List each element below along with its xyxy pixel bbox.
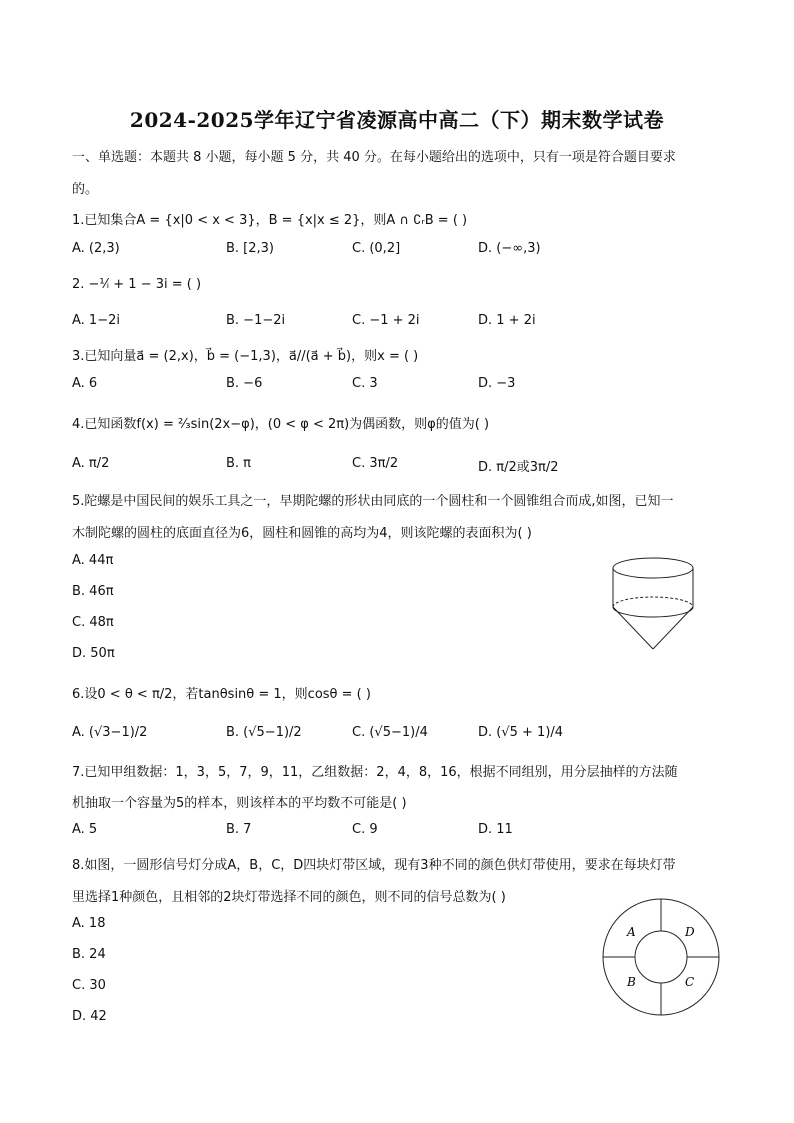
q5-option-d: D. 50π [72, 646, 115, 661]
question-8-stem-line2: 里选择1种颜色，且相邻的2块灯带选择不同的颜色，则不同的信号总数为( ) [72, 890, 506, 905]
q1-option-c: C. (0,2] [352, 241, 401, 256]
region-label-d: D [685, 925, 695, 939]
question-5-stem-line1: 5.陀螺是中国民间的娱乐工具之一，早期陀螺的形状由同底的一个圆柱和一个圆锥组合而成,如图，已知一 [72, 494, 674, 509]
q7-option-c: C. 9 [352, 822, 378, 837]
spinning-top-figure [605, 555, 701, 655]
region-label-a: A [627, 925, 636, 939]
q5-option-c: C. 48π [72, 615, 114, 630]
q5-option-a: A. 44π [72, 553, 114, 568]
question-8-stem-line1: 8.如图，一圆形信号灯分成A，B，C，D四块灯带区域，现有3种不同的颜色供灯带使用，要求在每块灯带 [72, 858, 676, 873]
region-label-b: B [627, 975, 636, 989]
q3-option-c: C. 3 [352, 376, 378, 391]
section-header-line2: 的。 [72, 182, 99, 197]
q4-option-a: A. π/2 [72, 456, 110, 471]
q6-option-c: C. (√5−1)/4 [352, 725, 428, 740]
q8-option-c: C. 30 [72, 978, 106, 993]
q6-option-a: A. (√3−1)/2 [72, 725, 148, 740]
q2-option-c: C. −1 + 2i [352, 313, 420, 328]
q2-option-a: A. 1−2i [72, 313, 120, 328]
question-7-stem-line2: 机抽取一个容量为5的样本，则该样本的平均数不可能是( ) [72, 796, 407, 811]
q7-option-b: B. 7 [226, 822, 252, 837]
q7-option-d: D. 11 [478, 822, 513, 837]
q8-option-d: D. 42 [72, 1009, 107, 1024]
q1-option-a: A. (2,3) [72, 241, 120, 256]
q5-option-b: B. 46π [72, 584, 114, 599]
q2-option-b: B. −1−2i [226, 313, 286, 328]
q6-option-d: D. (√5 + 1)/4 [478, 725, 564, 740]
page-title: 2024-2025学年辽宁省凌源高中高二（下）期末数学试卷 [129, 108, 665, 132]
q7-option-a: A. 5 [72, 822, 98, 837]
q3-option-d: D. −3 [478, 376, 516, 391]
q3-option-b: B. −6 [226, 376, 263, 391]
q8-option-a: A. 18 [72, 916, 106, 931]
section-header-line1: 一、单选题：本题共 8 小题，每小题 5 分，共 40 分。在每小题给出的选项中，只有一项是符合题目要求 [72, 150, 676, 165]
q4-option-c: C. 3π/2 [352, 456, 399, 471]
question-4-stem: 4.已知函数f(x) = ²⁄₃sin(2x−φ)，(0 < φ < 2π)为偶函数，则φ的值为( ) [72, 417, 490, 432]
question-6-stem: 6.设0 < θ < π/2，若tanθsinθ = 1，则cosθ = ( ) [72, 687, 371, 702]
q4-option-b: B. π [226, 456, 252, 471]
question-5-stem-line2: 木制陀螺的圆柱的底面直径为6，圆柱和圆锥的高均为4，则该陀螺的表面积为( ) [72, 526, 532, 541]
q1-option-d: D. (−∞,3) [478, 241, 541, 256]
q4-option-d: D. π/2或3π/2 [478, 460, 559, 475]
question-2-stem: 2. −¹⁄ᵢ + 1 − 3i = ( ) [72, 277, 202, 292]
q3-option-a: A. 6 [72, 376, 98, 391]
q8-option-b: B. 24 [72, 947, 106, 962]
question-3-stem: 3.已知向量a⃗ = (2,x)，b⃗ = (−1,3)，a⃗//(a⃗ + b⃗)，则x = ( ) [72, 349, 419, 364]
q2-option-d: D. 1 + 2i [478, 313, 536, 328]
q1-option-b: B. [2,3) [226, 241, 275, 256]
question-7-stem-line1: 7.已知甲组数据：1，3，5，7，9，11，乙组数据：2，4，8，16，根据不同组别，用分层抽样的方法随 [72, 765, 678, 780]
q6-option-b: B. (√5−1)/2 [226, 725, 302, 740]
question-1-stem: 1.已知集合A = {x|0 < x < 3}，B = {x|x ≤ 2}，则A ∩ ∁ᵣB = ( ) [72, 213, 468, 228]
signal-light-figure [600, 896, 722, 1018]
region-label-c: C [685, 975, 695, 989]
